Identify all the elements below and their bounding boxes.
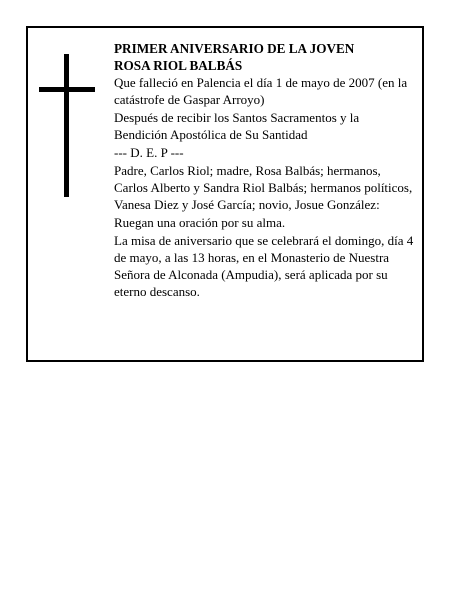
family-list: Padre, Carlos Riol; madre, Rosa Balbás; hermanos, Carlos Alberto y Sandra Riol Balbás; hermanos políticos, Vanesa Diez y José García; novio, Josue González: <box>114 163 413 212</box>
death-details: Que falleció en Palencia el día 1 de mayo de 2007 (en la catástrofe de Gaspar Arroyo) <box>114 75 408 107</box>
notice-text <box>114 40 414 300</box>
sacraments-note: Después de recibir los Santos Sacramentos y la Bendición Apostólica de Su Santidad <box>114 110 360 142</box>
notice-title-line-2: ROSA RIOL BALBÁS <box>114 58 243 73</box>
notice-title-line-1: PRIMER ANIVERSARIO DE LA JOVEN <box>114 41 355 56</box>
cross-icon <box>36 54 96 199</box>
obituary-notice <box>26 26 424 362</box>
prayer-request: Ruegan una oración por su alma. <box>114 215 286 230</box>
rip-line: --- D. E. P --- <box>114 145 184 160</box>
cross-vertical-bar <box>64 54 69 197</box>
mass-announcement: La misa de aniversario que se celebrará el domingo, día 4 de mayo, a las 13 horas, en el Monasterio de Nuestra Señora de Alconada (Ampudia), será aplicada por su eterno descanso. <box>114 233 414 299</box>
cross-horizontal-bar <box>39 87 95 92</box>
